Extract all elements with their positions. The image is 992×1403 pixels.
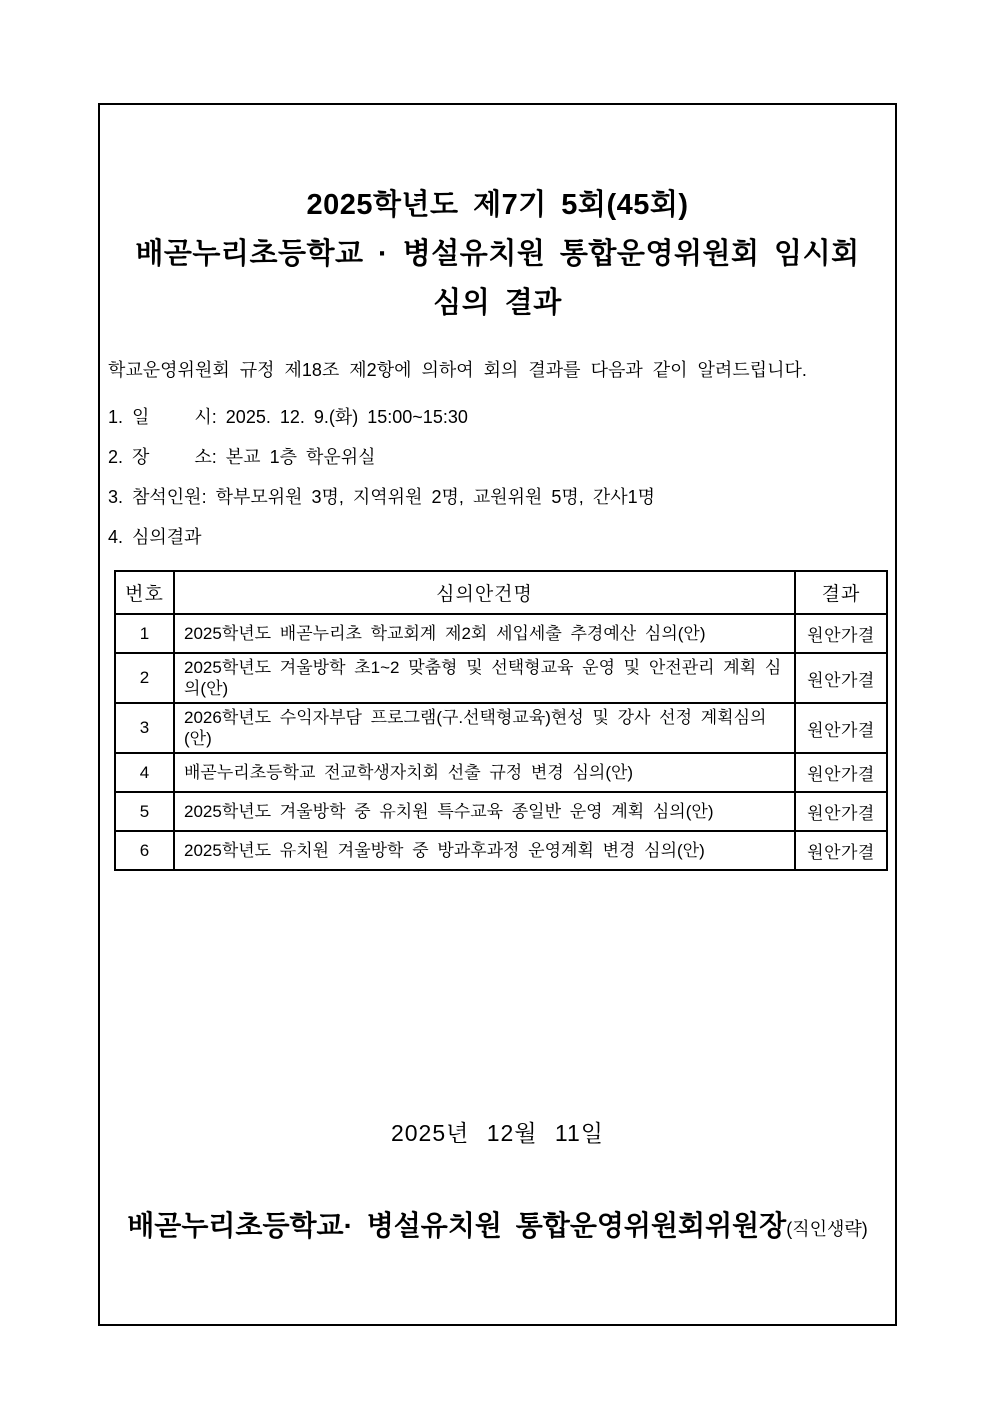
agenda-title: 2025학년도 유치원 겨울방학 중 방과후과정 운영계획 변경 심의(안) bbox=[174, 831, 795, 870]
agenda-result: 원안가결 bbox=[795, 703, 887, 753]
column-header-result: 결과 bbox=[795, 571, 887, 614]
document-date: 2025년 12월 11일 bbox=[390, 1120, 605, 1146]
document-title-line-1: 2025학년도 제7기 5회(45회) bbox=[306, 189, 689, 221]
table-row bbox=[115, 831, 887, 870]
column-header-number: 번호 bbox=[115, 571, 174, 614]
review-results-table bbox=[114, 570, 888, 871]
agenda-result: 원안가결 bbox=[795, 792, 887, 831]
signature-seal-omitted-note: (직인생략) bbox=[786, 1219, 868, 1239]
agenda-title: 2025학년도 겨울방학 중 유치원 특수교육 종일반 운영 계획 심의(안) bbox=[174, 792, 795, 831]
signature-line bbox=[106, 1204, 889, 1244]
agenda-title: 2025학년도 배곧누리초 학교회계 제2회 세입세출 추경예산 심의(안) bbox=[174, 614, 795, 653]
agenda-number: 3 bbox=[115, 703, 174, 753]
agenda-result: 원안가결 bbox=[795, 831, 887, 870]
signature-main-text: 배곧누리초등학교· 병설유치원 통합운영위원회위원장 bbox=[127, 1210, 787, 1241]
table-header-row bbox=[115, 571, 887, 614]
document-title bbox=[106, 181, 889, 328]
agenda-result: 원안가결 bbox=[795, 614, 887, 653]
table-row bbox=[115, 792, 887, 831]
agenda-number: 6 bbox=[115, 831, 174, 870]
meeting-info-list bbox=[106, 406, 889, 548]
table-row bbox=[115, 753, 887, 792]
document-title-line-3: 심의 결과 bbox=[433, 287, 562, 319]
document-title-line-2: 배곧누리초등학교 · 병설유치원 통합운영위원회 임시회 bbox=[135, 238, 860, 270]
column-header-agenda: 심의안건명 bbox=[174, 571, 795, 614]
table-row bbox=[115, 614, 887, 653]
table-row bbox=[115, 653, 887, 703]
meeting-info-item: 3. 참석인원: 학부모위원 3명, 지역위원 2명, 교원위원 5명, 간사1명 bbox=[108, 487, 655, 507]
agenda-number: 5 bbox=[115, 792, 174, 831]
document-border-frame bbox=[98, 103, 897, 1326]
agenda-result: 원안가결 bbox=[795, 753, 887, 792]
agenda-title: 2026학년도 수익자부담 프로그램(구.선택형교육)현성 및 강사 선정 계획심의(안) bbox=[174, 703, 795, 753]
intro-text: 학교운영위원회 규정 제18조 제2항에 의하여 회의 결과를 다음과 같이 알려드립니다. bbox=[108, 360, 807, 380]
agenda-number: 2 bbox=[115, 653, 174, 703]
agenda-number: 4 bbox=[115, 753, 174, 792]
agenda-title: 2025학년도 겨울방학 초1~2 맞춤형 및 선택형교육 운영 및 안전관리 계획 심의(안) bbox=[174, 653, 795, 703]
table-row bbox=[115, 703, 887, 753]
meeting-info-item: 2. 장 소: 본교 1층 학운위실 bbox=[108, 447, 376, 467]
agenda-result: 원안가결 bbox=[795, 653, 887, 703]
agenda-number: 1 bbox=[115, 614, 174, 653]
meeting-info-item: 1. 일 시: 2025. 12. 9.(화) 15:00~15:30 bbox=[108, 407, 468, 427]
agenda-title: 배곧누리초등학교 전교학생자치회 선출 규정 변경 심의(안) bbox=[174, 753, 795, 792]
meeting-info-item: 4. 심의결과 bbox=[108, 527, 202, 547]
